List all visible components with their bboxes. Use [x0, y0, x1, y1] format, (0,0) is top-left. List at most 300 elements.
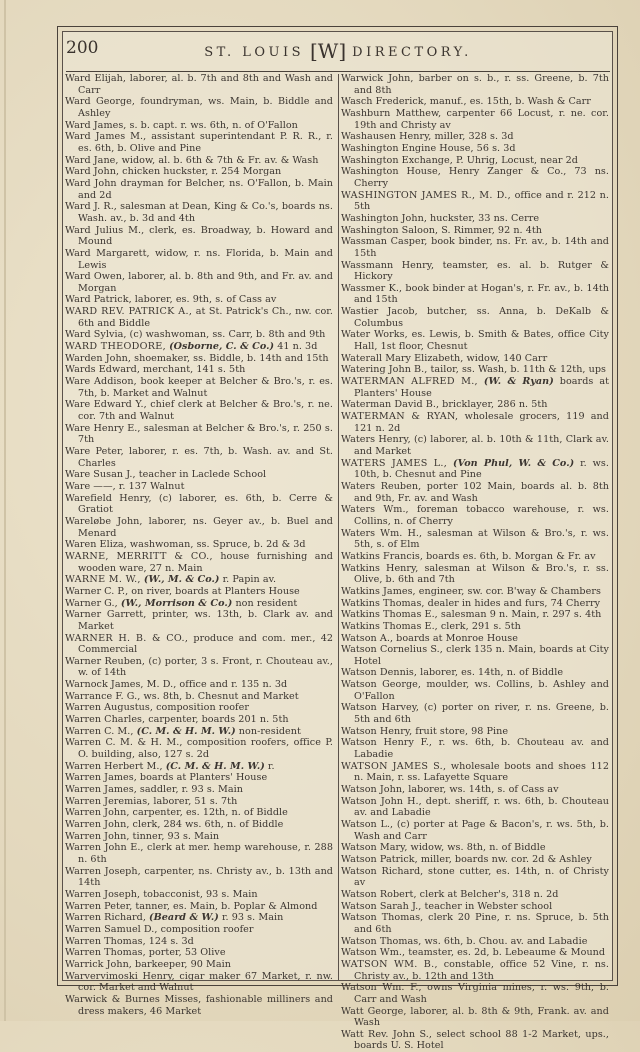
- entry-name: Warner G.,: [65, 597, 118, 609]
- entry-details: laborer, ns. Geyer av., b. Buel and Menard: [78, 515, 333, 539]
- entry-name: Watkins Thomas E.,: [341, 620, 438, 632]
- directory-entry: [341, 236, 609, 259]
- directory-entry: [65, 131, 333, 154]
- entry-details: printer, ws. 13th, b. Clark av. and Market: [78, 609, 333, 632]
- entry-name: Watkins Francis,: [341, 550, 423, 562]
- entry-details: (c) laborer, es. 6th, b. Cerre & Gratiot: [78, 492, 333, 516]
- directory-entry: [341, 306, 609, 329]
- entry-name: Washausen Henry,: [341, 131, 432, 143]
- directory-entry: [65, 73, 333, 96]
- entry-details: r. ws. 6th, b. Chouteau av. and Labadie: [354, 737, 609, 761]
- entry-details: barber on s. b., r. ss. Greene, b. 7th and 8th: [354, 73, 610, 96]
- entry-details: ws. 8th, b. Chesnut and Market: [140, 690, 299, 702]
- directory-entry: [65, 294, 333, 306]
- entry-firm: (W., M. & Co.): [143, 574, 220, 586]
- entry-details: 124 s. 3d: [145, 935, 194, 947]
- entry-name: Waterall Mary Elizabeth,: [341, 352, 464, 364]
- entry-name: Watkins James,: [341, 585, 416, 597]
- directory-entry: [65, 866, 333, 889]
- directory-entry: [65, 947, 333, 959]
- entry-details: laborer, es. 9th, s. of Cass av: [131, 294, 277, 306]
- entry-name: WARNER H. B. & CO.,: [65, 632, 189, 644]
- entry-details: r. ws. 10th, b. Chesnut and Pine: [354, 457, 610, 481]
- entry-firm: (Beard & W.): [149, 912, 219, 924]
- directory-entry: [341, 959, 609, 982]
- entry-name: Warren C. M. & H. M.,: [65, 737, 183, 749]
- entry-name: Ward Margarett,: [65, 247, 150, 259]
- entry-details: laborer, 51 s. 7th: [150, 795, 238, 807]
- entry-details: (c) porter, 3 s. Front, r. Chouteau av., w. of 14th: [78, 655, 334, 679]
- directory-entry: [341, 982, 609, 1005]
- entry-details: clerk at mer. hemp warehouse, r. 288 n. 6th: [78, 842, 333, 865]
- entry-name: WATERS JAMES L.,: [341, 457, 448, 469]
- entry-name: Warnock James, M. D.,: [65, 679, 177, 691]
- entry-details: office and r. 135 n. 3d: [176, 679, 288, 691]
- entry-firm: (C. M. & H. M. W.): [165, 760, 265, 772]
- entry-details: teacher in Laclede School: [135, 469, 267, 481]
- entry-details: es. Lewis, b. Smith & Bates, office City Hall, 1st floor, Chesnut: [354, 329, 610, 353]
- directory-entry: [65, 364, 333, 376]
- directory-entry: [341, 481, 609, 504]
- entry-details: assistant superintendant P. R. R., r. es. 6th, b. Olive and Pine: [78, 131, 333, 154]
- entry-name: Wards Edward,: [65, 364, 140, 376]
- entry-name: Washington Saloon,: [341, 224, 439, 236]
- directory-entry: [65, 225, 333, 248]
- directory-entry: [341, 586, 609, 598]
- directory-entry: [65, 761, 333, 773]
- entry-details: porter 102 Main, boards al. b. 8th and 9th, Fr. av. and Wash: [354, 480, 609, 504]
- entry-name: Ward James M.,: [65, 131, 147, 143]
- directory-entry: [341, 889, 609, 901]
- entry-name: WARD REV. PATRICK A.,: [65, 306, 193, 318]
- entry-details: tobacconist, 93 s. Main: [140, 888, 258, 900]
- entry-name: Ward J. R.,: [65, 201, 117, 213]
- directory-entry: [65, 469, 333, 481]
- entry-name: WARD THEODORE,: [65, 341, 166, 353]
- entry-name: Washington John,: [341, 212, 427, 224]
- entry-details: salesman at Wilson & Bro.'s, r. ws. 5th, s. of Elm: [354, 527, 609, 551]
- entry-name: Warren Herbert M.,: [65, 760, 163, 772]
- entry-details: salesman at Dean, King & Co.'s, boards ns. Wash. av., b. 3d and 4th: [78, 201, 333, 224]
- entry-details: Henry Zanger & Co., 73 ns. Cherry: [354, 166, 610, 189]
- entry-name: Watson George,: [341, 679, 422, 691]
- entry-name: Warren Samuel D.,: [65, 923, 158, 935]
- entry-name: Warner Reuben,: [65, 655, 145, 667]
- entry-details: saddler, r. 93 s. Main: [136, 784, 243, 796]
- entry-name: Warren Jeremias,: [65, 795, 151, 807]
- entry-details: non resident: [232, 597, 298, 609]
- entry-name: Warren Augustus,: [65, 702, 153, 714]
- entry-name: Warwick & Burnes Misses,: [65, 993, 202, 1005]
- directory-entry: [341, 166, 609, 189]
- directory-entry: [65, 691, 333, 703]
- entry-name: Warren Joseph,: [65, 888, 141, 900]
- entry-name: Watering John B.,: [341, 364, 428, 376]
- directory-entry: [341, 901, 609, 913]
- entry-name: Ward Julius M.,: [65, 224, 145, 236]
- entry-details: wholesale boots and shoes 112 n. Main, r. ss. Lafayette Square: [354, 760, 609, 784]
- entry-name: Warner Garrett,: [65, 609, 147, 621]
- entry-details: miller, boards nw. cor. 2d & Ashley: [417, 853, 592, 865]
- directory-entry: [341, 912, 609, 935]
- entry-name: Ward John,: [65, 166, 120, 178]
- directory-entry: [341, 155, 609, 167]
- directory-entry: [65, 807, 333, 819]
- directory-entry: [341, 819, 609, 842]
- entry-name: Warren John,: [65, 830, 130, 842]
- entry-details: boards es. 6th, b. Morgan & Fr. av: [423, 550, 596, 562]
- directory-entry: [341, 73, 609, 96]
- entry-details: engineer, sw. cor. B'way & Chambers: [415, 585, 601, 597]
- directory-entry: [65, 633, 333, 656]
- entry-details: bricklayer, 286 n. 5th: [439, 399, 548, 411]
- entry-name: Watson Wm.,: [341, 947, 406, 959]
- page-number: 200: [66, 38, 99, 58]
- entry-name: Warrick John,: [65, 958, 132, 970]
- directory-entry: [65, 271, 333, 294]
- entry-name: Waters Wm.,: [341, 504, 409, 516]
- entry-name: Watson Thomas,: [341, 912, 424, 924]
- entry-name: Watson Harvey,: [341, 702, 419, 714]
- entry-name: Warren Joseph,: [65, 865, 141, 877]
- entry-details: non-resident: [235, 725, 301, 737]
- entry-firm: (Von Phul, W. & Co.): [453, 457, 575, 469]
- directory-entry: [65, 726, 333, 738]
- entry-details: clerk at Belcher's, 318 n. 2d: [416, 888, 559, 900]
- entry-details: huckster, 33 ns. Cerre: [426, 212, 540, 224]
- entry-name: Wareløbe John,: [65, 515, 143, 527]
- entry-details: carpenter, boards 201 n. 5th: [145, 714, 289, 726]
- directory-entry: [65, 353, 333, 365]
- entry-name: Watt Rev. John S.,: [341, 1028, 432, 1040]
- directory-entry: [341, 621, 609, 633]
- entry-name: Warren John,: [65, 807, 130, 819]
- entry-details: produce and com. mer., 42 Commercial: [78, 632, 333, 656]
- entry-name: Warden John,: [65, 352, 132, 364]
- entry-details: merchant, 141 s. 5th: [139, 364, 246, 376]
- entry-details: carpenter 66 Locust, r. ne. cor. 19th and Christy av: [354, 107, 609, 131]
- entry-details: teamster, es. al. b. Rutger & Hickory: [354, 259, 609, 283]
- entry-details: 41 n. 3d: [274, 341, 318, 353]
- entry-details: fashionable milliners and dress makers, 46 Market: [78, 993, 333, 1017]
- entry-details: wholesale grocers, 119 and 121 n. 2d: [354, 411, 609, 434]
- header-rule: [66, 71, 610, 72]
- entry-name: Watson L.,: [341, 819, 394, 830]
- entry-name: WARNE M. W.,: [65, 574, 141, 586]
- entry-details: r. 93 s. Main: [218, 912, 284, 924]
- directory-entry: [341, 737, 609, 760]
- directory-entry: [65, 516, 333, 539]
- directory-entry: [65, 842, 333, 865]
- entry-details: clerk, 291 s. 5th: [437, 620, 521, 632]
- entry-details: teamster, es. 2d, b. Lebeaume & Mound: [405, 947, 606, 959]
- directory-entry: [341, 679, 609, 702]
- directory-entry: [341, 376, 609, 399]
- entry-name: Watson Patrick,: [341, 853, 418, 865]
- directory-entry: [65, 656, 333, 679]
- entry-details: composition roofers, office P. O. building, also, 127 s. 2d: [78, 737, 334, 761]
- entry-name: Watson Dennis,: [341, 667, 417, 679]
- directory-entry: [65, 819, 333, 831]
- entry-name: Warren Peter,: [65, 900, 133, 912]
- entry-details: widow, r. ns. Florida, b. Main and Lewis: [78, 247, 333, 271]
- entry-details: boards at Monroe House: [393, 632, 519, 644]
- entry-details: book binder, ns. Fr. av., b. 14th and 15th: [354, 236, 609, 259]
- entry-name: Washington Engine House,: [341, 142, 474, 154]
- entry-details: clerk, es. Broadway, b. Howard and Mound: [78, 224, 334, 248]
- entry-name: Ward James,: [65, 119, 127, 131]
- entry-details: barkeeper, 90 Main: [131, 958, 232, 970]
- entry-details: foundryman, ws. Main, b. Biddle and Ashley: [78, 96, 333, 119]
- entry-name: Ward Sylvia,: [65, 329, 127, 341]
- entry-name: Washington Exchange,: [341, 154, 453, 166]
- directory-entry: [65, 772, 333, 784]
- directory-entry: [65, 971, 333, 994]
- entry-name: Watson Wm. F.,: [341, 982, 422, 994]
- directory-entry: [341, 353, 609, 365]
- entry-details: ws. 6th, b. Chou. av. and Labadie: [421, 935, 588, 947]
- directory-entry: [341, 609, 609, 621]
- entry-name: WATSON WM. B.,: [341, 958, 438, 970]
- entry-name: WARNE, MERRITT & CO.,: [65, 550, 213, 562]
- entry-name: Warwick John,: [341, 73, 414, 84]
- directory-entry: [341, 283, 609, 306]
- entry-details: on river, boards at Planters House: [128, 585, 300, 597]
- directory-entry: [65, 714, 333, 726]
- directory-entry: [65, 329, 333, 341]
- entry-name: Warren John,: [65, 819, 130, 830]
- directory-entry: [65, 399, 333, 422]
- entry-name: Warefield Henry,: [65, 492, 152, 504]
- entry-details: drayman for Belcher, ns. O'Fallon, b. Main and 2d: [78, 177, 334, 201]
- directory-entry: [65, 551, 333, 574]
- title-directory: DIRECTORY.: [352, 45, 472, 60]
- directory-entry: [65, 341, 333, 353]
- entry-details: manuf., es. 15th, b. Wash & Carr: [426, 96, 591, 108]
- entry-name: Ware Susan J.,: [65, 469, 136, 481]
- entry-name: Warren Thomas,: [65, 935, 146, 947]
- entry-name: Ward Owen,: [65, 271, 126, 283]
- entry-details: chicken huckster, r. 254 Morgan: [119, 166, 282, 178]
- entry-details: salesman 9 n. Main, r. 297 s. 4th: [437, 609, 602, 621]
- entry-name: Warren James,: [65, 784, 137, 796]
- entry-details: moulder, ws. Collins, b. Ashley and O'Fallon: [354, 679, 609, 702]
- entry-name: Wasch Frederick,: [341, 96, 427, 108]
- directory-entry: [65, 959, 333, 971]
- entry-details: composition roofer: [157, 923, 254, 935]
- entry-name: Warren Richard,: [65, 912, 146, 924]
- right-column: [341, 73, 609, 1052]
- entry-name: Watson Sarah J.,: [341, 900, 422, 912]
- title-city: ST. LOUIS: [204, 45, 304, 60]
- directory-entry: [341, 504, 609, 527]
- directory-entry: [341, 96, 609, 108]
- entry-details: carpenter, es. 12th, n. of Biddle: [129, 807, 288, 819]
- entry-name: Wastier Jacob,: [341, 306, 418, 318]
- directory-entry: [341, 551, 609, 563]
- entry-details: fruit store, 98 Pine: [412, 725, 509, 737]
- entry-details: 56 s. 3d: [473, 142, 516, 154]
- directory-entry: [65, 679, 333, 691]
- directory-entry: [65, 609, 333, 632]
- directory-entry: [65, 423, 333, 446]
- entry-name: Ward George,: [65, 96, 135, 108]
- entry-details: tanner, es. Main, b. Poplar & Almond: [132, 900, 318, 912]
- entry-details: tinner, 93 s. Main: [129, 830, 220, 842]
- left-column: [65, 73, 333, 1017]
- entry-details: stone cutter, es. 14th, n. of Christy av: [354, 865, 609, 889]
- directory-entry: [65, 574, 333, 586]
- directory-entry: [65, 539, 333, 551]
- entry-name: Washburn Matthew,: [341, 107, 442, 119]
- directory-entry: [65, 796, 333, 808]
- directory-entry: [341, 213, 609, 225]
- entry-name: Ware Henry E.,: [65, 422, 141, 434]
- entry-name: Watson Robert,: [341, 888, 417, 900]
- entry-name: Ware Addison,: [65, 376, 137, 388]
- directory-entry: [65, 994, 333, 1017]
- entry-details: s. b. capt. r. ws. 6th, n. of O'Fallon: [126, 119, 298, 131]
- entry-details: salesman at Belcher & Bro.'s, r. 250 s. 7th: [78, 422, 334, 446]
- directory-entry: [341, 854, 609, 866]
- entry-details: laborer, ws. 14th, s. of Cass av: [405, 784, 559, 796]
- directory-entry: [65, 166, 333, 178]
- entry-name: Watson A.,: [341, 632, 394, 644]
- entry-name: Warren C. M.,: [65, 725, 134, 737]
- title-section-letter: [W]: [310, 39, 347, 63]
- entry-details: laborer, al. b. 8th and 9th, and Fr. av. and Morgan: [78, 271, 333, 294]
- entry-name: Watkins Henry,: [341, 562, 419, 574]
- entry-details: at St. Patrick's Ch., nw. cor. 6th and Biddle: [78, 306, 333, 329]
- directory-entry: [65, 737, 333, 760]
- entry-details: select school 88 1-2 Market, ups., boards U. S. Hotel: [354, 1028, 609, 1052]
- directory-entry: [341, 434, 609, 457]
- directory-entry: [341, 225, 609, 237]
- directory-entry: [65, 586, 333, 598]
- directory-entry: [341, 190, 609, 213]
- directory-entry: [65, 201, 333, 224]
- entry-name: Ward Elijah,: [65, 73, 126, 84]
- directory-entry: [341, 411, 609, 434]
- directory-entry: [341, 329, 609, 352]
- entry-name: Watkins Thomas E.,: [341, 609, 438, 621]
- entry-name: Ward Patrick,: [65, 294, 132, 306]
- entry-name: Watson Cornelius S.,: [341, 644, 443, 656]
- entry-details: dealer in hides and furs, 74 Cherry: [424, 597, 601, 609]
- directory-entry: [341, 1006, 609, 1029]
- entry-details: r. 137 Walnut: [115, 480, 185, 492]
- entry-details: (c) porter at Page & Bacon's, r. ws. 5th, b. Wash and Carr: [354, 819, 610, 842]
- entry-name: Watson John,: [341, 784, 406, 796]
- directory-entry: [341, 644, 609, 667]
- entry-details: r.: [264, 760, 275, 772]
- directory-entry: [341, 563, 609, 586]
- directory-entry: [341, 784, 609, 796]
- entry-name: Waterman David B.,: [341, 399, 440, 411]
- entry-details: tailor, ss. Wash, b. 11th & 12th, ups: [427, 364, 607, 376]
- directory-entry: [341, 947, 609, 959]
- entry-name: WATSON JAMES S.,: [341, 760, 447, 772]
- entry-details: P. Uhrig, Locust, near 2d: [452, 154, 578, 166]
- entry-details: laborer, al. b. 8th & 9th, Frank. av. and Wash: [354, 1005, 609, 1029]
- running-title: [66, 39, 610, 63]
- directory-entry: [65, 96, 333, 119]
- entry-name: WATERMAN ALFRED M.,: [341, 376, 478, 388]
- entry-name: Waters Reuben,: [341, 480, 422, 492]
- entry-name: Warren Thomas,: [65, 947, 146, 959]
- directory-entry: [341, 1029, 609, 1052]
- entry-details: porter, 53 Olive: [145, 947, 226, 959]
- entry-name: Waren Eliza,: [65, 539, 127, 551]
- directory-entry: [65, 936, 333, 948]
- entry-name: Wassman Casper,: [341, 236, 428, 248]
- directory-entry: [65, 248, 333, 271]
- entry-details: clerk 20 Pine, r. ns. Spruce, b. 5th and 6th: [354, 912, 609, 935]
- page-edge: [4, 0, 6, 1021]
- directory-entry: [65, 912, 333, 924]
- directory-entry: [341, 598, 609, 610]
- entry-details: carpenter, ns. Christy av., b. 13th and 14th: [78, 865, 333, 889]
- entry-name: Watson Thomas,: [341, 935, 422, 947]
- entry-details: clerk, 284 ws. 6th, n. of Biddle: [129, 819, 284, 830]
- directory-entry: [341, 143, 609, 155]
- directory-entry: [65, 481, 333, 493]
- entry-details: (c) washwoman, ss. Carr, b. 8th and 9th: [126, 329, 326, 341]
- directory-entry: [341, 702, 609, 725]
- entry-details: boards at Planters' House: [354, 376, 609, 399]
- entry-name: Watkins Thomas,: [341, 597, 425, 609]
- entry-name: Waters Wm. H.,: [341, 527, 423, 539]
- entry-details: dept. sheriff, r. ws. 6th, b. Chouteau av. and Labadie: [354, 795, 609, 819]
- entry-name: WASHINGTON JAMES R., M. D.,: [341, 189, 511, 201]
- directory-entry: [341, 399, 609, 411]
- entry-name: Warren Charles,: [65, 714, 146, 726]
- entry-details: book keeper at Belcher & Bro.'s, r. es. 7th, b. Market and Walnut: [78, 376, 333, 399]
- directory-entry: [65, 120, 333, 132]
- directory-entry: [341, 260, 609, 283]
- entry-details: butcher, ss. Anna, b. DeKalb & Columbus: [354, 306, 610, 329]
- entry-name: Wassmann Henry,: [341, 259, 435, 271]
- entry-name: Ward John: [65, 177, 117, 189]
- entry-name: Ware Edward Y.,: [65, 399, 147, 411]
- entry-details: laborer, es. 14th, n. of Biddle: [417, 667, 564, 679]
- entry-details: miller, 328 s. 3d: [431, 131, 514, 143]
- directory-entry: [65, 784, 333, 796]
- entry-name: Watson Mary,: [341, 842, 408, 854]
- column-divider: [338, 74, 339, 980]
- entry-details: salesman at Wilson & Bro.'s, r. ss. Olive, b. 6th and 7th: [354, 562, 609, 586]
- entry-details: r. Papin av.: [219, 574, 277, 586]
- entry-details: S. Rimmer, 92 n. 4th: [438, 224, 543, 236]
- entry-name: Waters Henry,: [341, 434, 411, 446]
- entry-details: clerk 135 n. Main, boards at City Hotel: [354, 644, 609, 667]
- entry-name: Watt George,: [341, 1005, 407, 1017]
- entry-name: Warren John E.,: [65, 842, 144, 854]
- directory-entry: [65, 924, 333, 936]
- directory-entry: [341, 131, 609, 143]
- entry-name: Ware ——,: [65, 480, 116, 492]
- entry-details: house furnishing and wooden ware, 27 n. Main: [78, 550, 333, 574]
- entry-name: Wassmer K.,: [341, 282, 403, 294]
- directory-entry: [341, 528, 609, 551]
- entry-firm: (C. M. & H. M. W.): [136, 725, 236, 737]
- directory-entry: [65, 889, 333, 901]
- directory-entry: [341, 108, 609, 131]
- entry-name: Watson John H.,: [341, 795, 422, 807]
- entry-details: office and r. 212 n. 5th: [354, 189, 609, 213]
- directory-entry: [341, 796, 609, 819]
- entry-details: foreman tobacco warehouse, r. ws. Collins, n. of Cherry: [354, 504, 609, 527]
